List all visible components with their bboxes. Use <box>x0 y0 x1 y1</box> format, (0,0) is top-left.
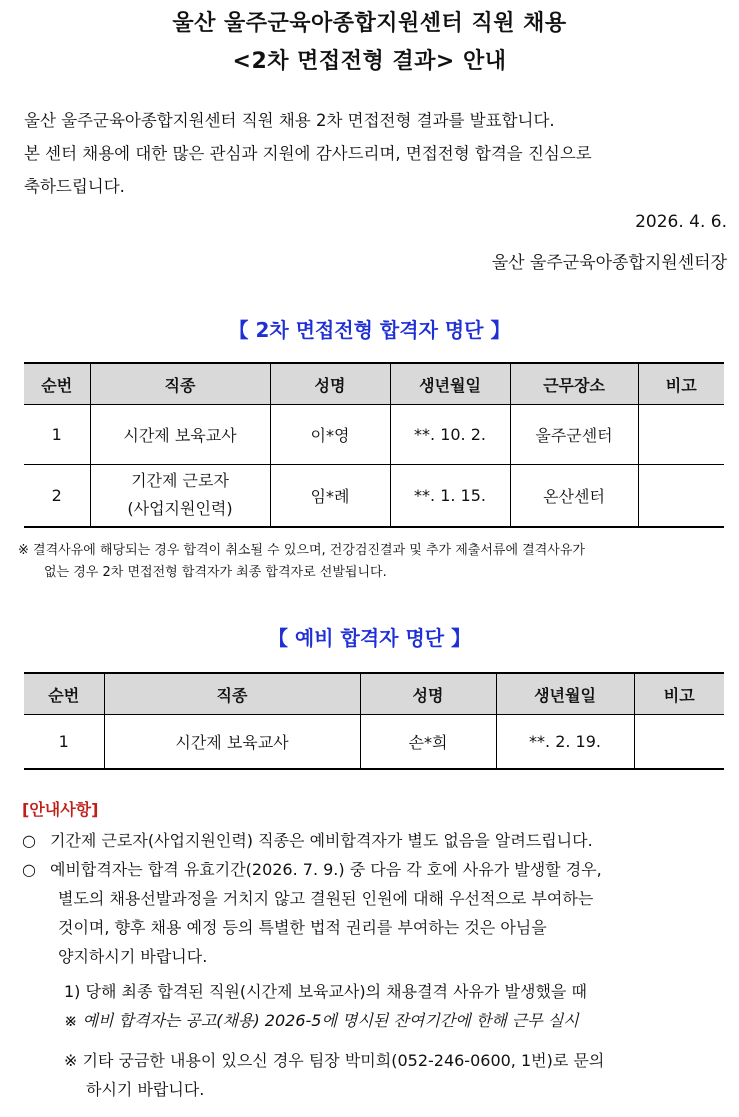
contact-info <box>64 1046 734 1104</box>
guide-item-2-line-3: 것이며, 향후 채용 예정 등의 특별한 법적 권리를 부여하는 것은 아님을 <box>58 918 547 937</box>
guide-sub-items <box>64 977 734 1035</box>
cell-job: 시간제 보육교사 <box>104 715 360 769</box>
final-passers-table <box>24 362 724 528</box>
cell-no: 1 <box>24 405 90 465</box>
cell-name: 임*례 <box>270 465 390 527</box>
intro-paragraph <box>24 104 724 203</box>
guide-item-1-text: 기간제 근로자(사업지원인력) 직종은 예비합격자가 별도 없음을 알려드립니다. <box>50 831 593 850</box>
cell-job <box>90 465 270 527</box>
cell-note <box>638 405 724 465</box>
section-title-reserve-passers: 【 예비 합격자 명단 】 <box>267 626 472 650</box>
intro-line-1: 울산 울주군육아종합지원센터 직원 채용 2차 면접전형 결과를 발표합니다. <box>24 111 555 130</box>
contact-line-1: ※ 기타 궁금한 내용이 있으신 경우 팀장 박미희(052-246-0600, 1번)로 문의 <box>64 1051 605 1070</box>
announcement-date: 2026. 4. 6. <box>635 212 727 232</box>
guide-item-2-line-1: 예비합격자는 합격 유효기간(2026. 7. 9.) 중 다음 각 호에 사유가 발생할 경우, <box>50 860 602 879</box>
section-title-final-passers: 【 2차 면접전형 합격자 명단 】 <box>228 318 511 342</box>
cell-note <box>638 465 724 527</box>
table-row <box>24 405 724 465</box>
table-row <box>24 465 724 527</box>
header-note: 비고 <box>638 363 724 405</box>
cell-no: 2 <box>24 465 90 527</box>
guide-sub-item-1: 1) 당해 최종 합격된 직원(시간제 보육교사)의 채용결격 사유가 발생했을 때 <box>64 982 587 1001</box>
header-birth: 생년월일 <box>496 673 634 715</box>
header-job: 직종 <box>104 673 360 715</box>
cell-job-line1: 기간제 근로자 <box>131 471 229 491</box>
cell-job <box>90 405 270 465</box>
table-header-row <box>24 673 724 715</box>
circle-bullet-icon: ○ <box>22 831 36 850</box>
circle-bullet-icon: ○ <box>22 860 36 879</box>
cell-place: 온산센터 <box>510 465 638 527</box>
cell-no: 1 <box>24 715 104 769</box>
guide-sub-note: ※ 예비 합격자는 공고(채용) 2026-5에 명시된 잔여기간에 한해 근무 실시 <box>64 1011 579 1030</box>
cell-job-line2: (사업지원인력) <box>127 499 233 519</box>
guide-item <box>22 855 734 884</box>
guide-item-2-line-4: 양지하시기 바랍니다. <box>58 947 208 966</box>
footnote-line-2: 없는 경우 2차 면접전형 합격자가 최종 합격자로 선발됩니다. <box>44 565 387 580</box>
header-job: 직종 <box>90 363 270 405</box>
header-note: 비고 <box>634 673 724 715</box>
header-name: 성명 <box>270 363 390 405</box>
header-no: 순번 <box>24 673 104 715</box>
table-header-row <box>24 363 724 405</box>
page-title-line1: 울산 울주군육아종합지원센터 직원 채용 <box>172 11 567 36</box>
header-place: 근무장소 <box>510 363 638 405</box>
header-name: 성명 <box>360 673 496 715</box>
disqualification-footnote <box>18 540 730 584</box>
cell-place: 울주군센터 <box>510 405 638 465</box>
footnote-line-1: ※ 결격사유에 해당되는 경우 합격이 취소될 수 있으며, 건강검진결과 및 추가 제출서류에 결격사유가 <box>18 543 585 558</box>
signer: 울산 울주군육아종합지원센터장 <box>491 253 727 273</box>
guide-list <box>22 826 734 971</box>
cell-name: 이*영 <box>270 405 390 465</box>
cell-name: 손*희 <box>360 715 496 769</box>
cell-note <box>634 715 724 769</box>
guide-item-2-line-2: 별도의 채용선발과정을 거치지 않고 결원된 인원에 대해 우선적으로 부여하는 <box>58 889 594 908</box>
header-no: 순번 <box>24 363 90 405</box>
contact-line-2: 하시기 바랍니다. <box>86 1080 205 1099</box>
guide-title: [안내사항] <box>22 800 99 819</box>
cell-birth: **. 2. 19. <box>496 715 634 769</box>
page-title-line2: <2차 면접전형 결과> 안내 <box>232 49 507 74</box>
cell-birth: **. 1. 15. <box>390 465 510 527</box>
intro-line-2: 본 센터 채용에 대한 많은 관심과 지원에 감사드리며, 면접전형 합격을 진심으로 <box>24 144 592 163</box>
cell-job-line1: 시간제 보육교사 <box>123 426 237 445</box>
reserve-passers-table <box>24 672 724 770</box>
header-birth: 생년월일 <box>390 363 510 405</box>
intro-line-3: 축하드립니다. <box>24 177 125 196</box>
guide-item <box>22 826 734 855</box>
cell-birth: **. 10. 2. <box>390 405 510 465</box>
table-row <box>24 715 724 769</box>
